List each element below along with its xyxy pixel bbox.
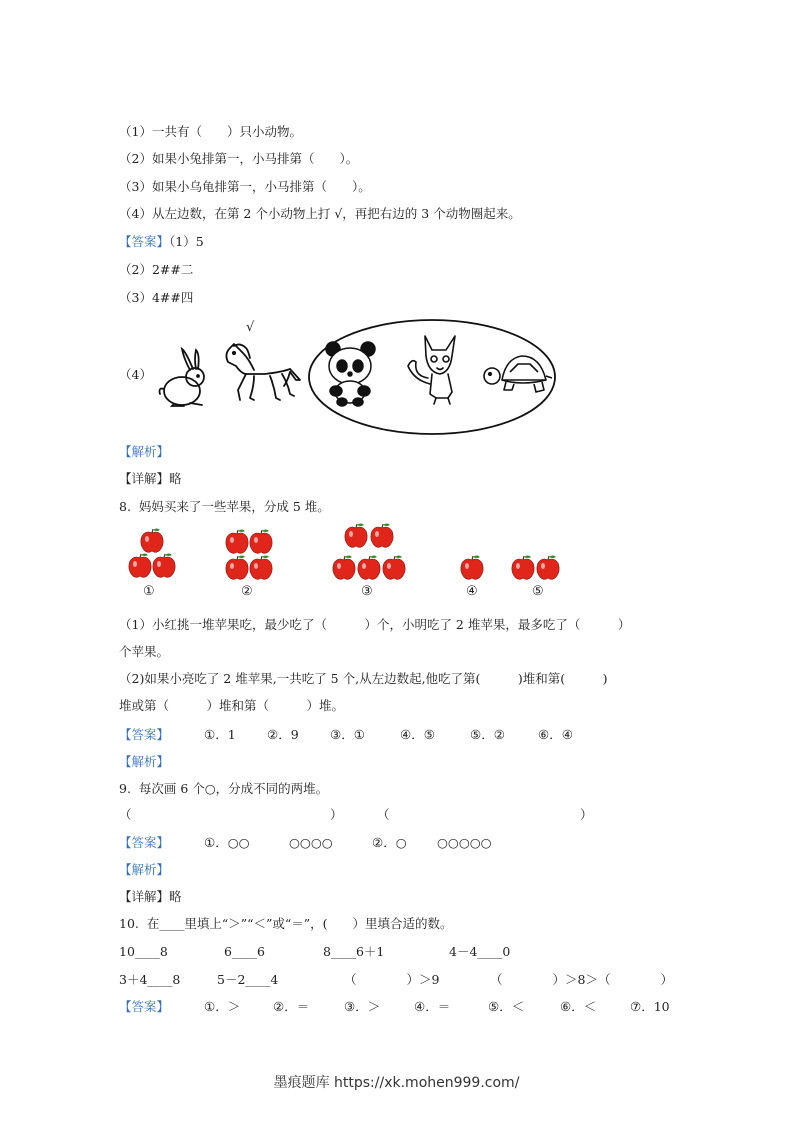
- q10-row1-2: 6____6: [224, 944, 265, 959]
- q8-answer-4: ④．⑤: [400, 727, 435, 742]
- q8-sub1-line2: 个苹果。: [119, 644, 170, 659]
- q8-sub2-line2: 堆或第（ ）堆和第（ ）堆。: [119, 698, 345, 713]
- q10-answer-5: ⑤．＜: [488, 999, 525, 1014]
- q7-item-1: （1）一共有（ ）只小动物。: [119, 124, 302, 139]
- q7-item-4: （4）从左边数，在第 2 个小动物上打 √，再把右边的 3 个动物圈起来。: [119, 206, 521, 221]
- q9-detail: 【详解】略: [119, 889, 182, 904]
- q10-answer-3: ③．＞: [344, 999, 381, 1014]
- q8-sub2-line1: （2)如果小亮吃了 2 堆苹果,一共吃了 5 个,从左边数起,他吃了第( )堆和第( ): [119, 671, 608, 686]
- q9-stem: 9. 每次画 6 个○，分成不同的两堆。: [119, 781, 329, 796]
- q10-answer-4: ④．＝: [414, 999, 451, 1014]
- q8-analysis-tag: 【解析】: [119, 754, 170, 769]
- q8-answer-3: ③．①: [330, 727, 365, 742]
- q8-answer-5: ⑤．②: [470, 727, 505, 742]
- q10-answer-tag: 【答案】: [119, 999, 170, 1014]
- q9-blank-right-open: （: [377, 807, 390, 822]
- rabbit-icon: [160, 349, 205, 406]
- q8-answer-1: ①．1: [204, 727, 236, 742]
- animals-illustration: [150, 314, 600, 444]
- panda-icon: [326, 342, 375, 406]
- q8-answer-6: ⑥．④: [538, 727, 573, 742]
- q9-blank-right-close: ）: [580, 807, 593, 822]
- pile-label-1: ①: [143, 584, 155, 599]
- q9-analysis-tag: 【解析】: [119, 862, 170, 877]
- q7-item-2: （2）如果小兔排第一，小马排第（ ）。: [119, 151, 359, 166]
- q10-answer-2: ②．＝: [273, 999, 310, 1014]
- q10-answer-7: ⑦．10: [630, 999, 670, 1014]
- q9-blank-left-open: （: [119, 807, 132, 822]
- pile-label-3: ③: [361, 584, 373, 599]
- q7-analysis-tag: 【解析】: [119, 444, 170, 459]
- q9-answer-2b: ○○○○○: [437, 835, 492, 850]
- q10-answer-1: ①．＞: [204, 999, 241, 1014]
- q10-row2-2: 5－2____4: [217, 972, 279, 987]
- fox-icon: [408, 336, 455, 404]
- q10-row1-4: 4－4____0: [449, 944, 511, 959]
- q10-row1-3: 8____6＋1: [323, 944, 385, 959]
- pile-label-5: ⑤: [532, 584, 544, 599]
- footer-watermark: 墨痕题库 https://xk.mohen999.com/: [273, 1075, 520, 1091]
- q8-answer-2: ②．9: [267, 727, 299, 742]
- q8-stem: 8. 妈妈买来了一些苹果，分成 5 堆。: [119, 499, 330, 514]
- answer-tag: 【答案】: [119, 234, 170, 249]
- check-mark: √: [246, 320, 255, 335]
- q9-answer-2: ②．○: [372, 835, 407, 850]
- q9-answer-1: ①．○○: [204, 835, 250, 850]
- q10-row2-1: 3＋4____8: [119, 972, 181, 987]
- pile-label-4: ④: [466, 584, 478, 599]
- q7-answer-4-label: （4）: [119, 367, 152, 382]
- q7-answer-2: （2）2##二: [119, 262, 194, 277]
- q7-answer-1: （1）5: [169, 234, 204, 249]
- q7-item-3: （3）如果小乌龟排第一，小马排第（ ）。: [119, 179, 371, 194]
- pile-label-2: ②: [241, 584, 253, 599]
- q9-answer-1b: ○○○○: [289, 835, 333, 850]
- q10-row2-3: （ ）＞9: [344, 972, 440, 987]
- q10-answer-6: ⑥．＜: [560, 999, 597, 1014]
- q10-row1-1: 10____8: [119, 944, 168, 959]
- horse-icon: [226, 344, 300, 400]
- q7-detail: 【详解】略: [119, 471, 182, 486]
- q9-answer-tag: 【答案】: [119, 835, 170, 850]
- apple-piles: [120, 525, 580, 605]
- q8-sub1-line1: （1）小红挑一堆苹果吃，最少吃了（ ）个，小明吃了 2 堆苹果，最多吃了（ ）: [119, 617, 631, 632]
- q10-row2-4: （ ）＞8＞（ ）: [490, 972, 673, 987]
- q10-stem: 10. 在____里填上“＞”“＜”或“＝”，( ）里填合适的数。: [119, 916, 453, 931]
- q7-answer-1-line: [119, 234, 204, 250]
- q8-answer-tag: 【答案】: [119, 727, 170, 742]
- turtle-icon: [484, 356, 552, 392]
- q7-answer-3: （3）4##四: [119, 290, 194, 305]
- q9-blank-left-close: ）: [330, 807, 343, 822]
